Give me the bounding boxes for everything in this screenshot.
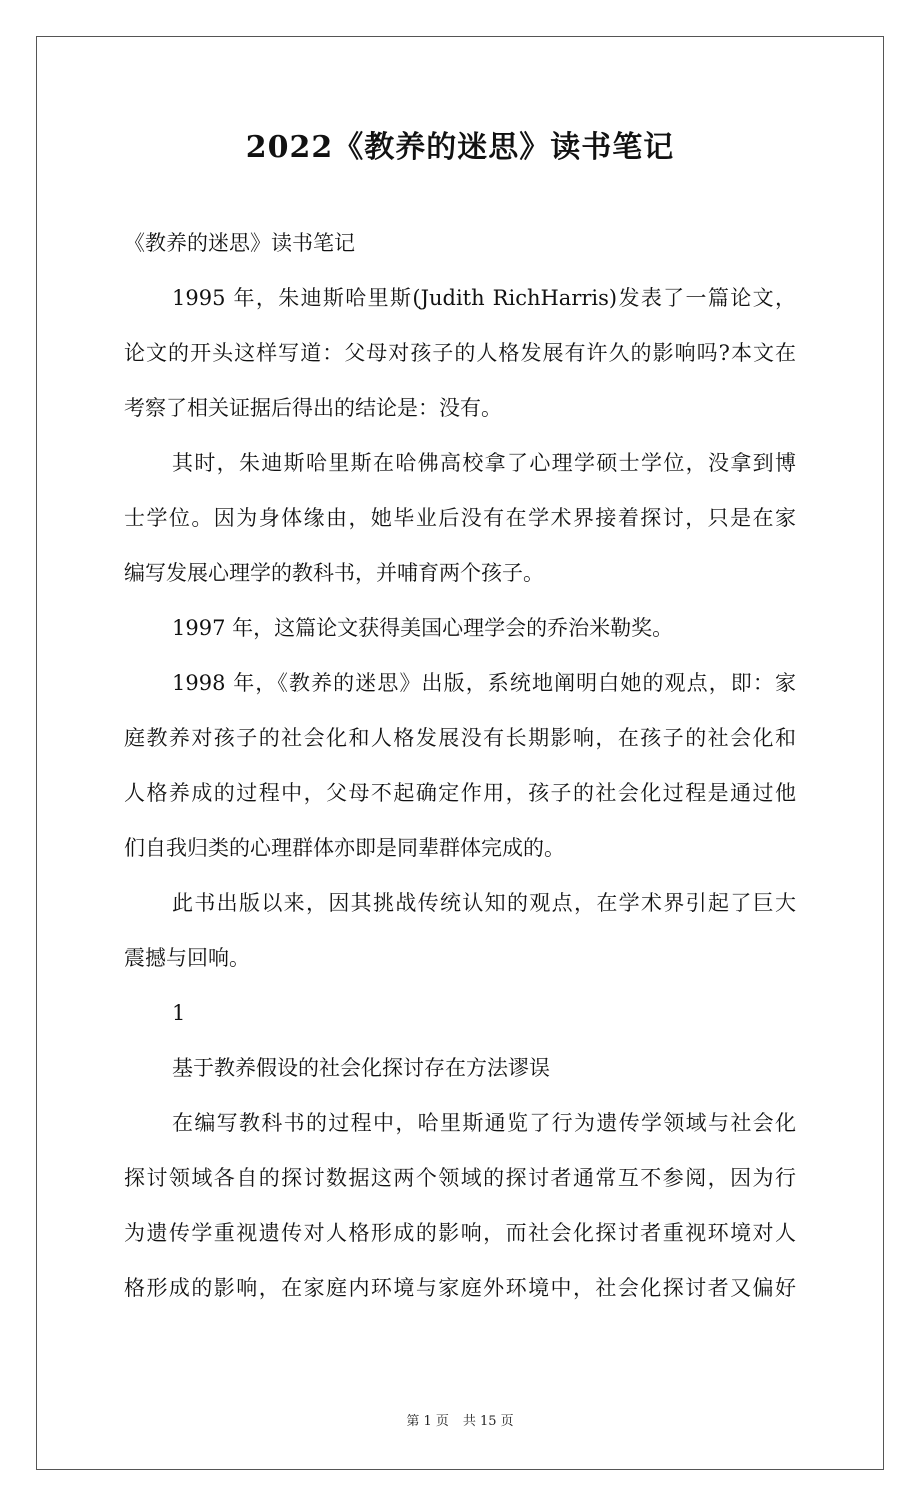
section-heading: 基于教养假设的社会化探讨存在方法谬误 [172,1056,550,1080]
body-line: 考察了相关证据后得出的结论是：没有。 [124,396,502,420]
body-line: 为遗传学重视遗传对人格形成的影响，而社会化探讨者重视环境对人 [124,1221,796,1245]
body-line: 在编写教科书的过程中，哈里斯通览了行为遗传学领域与社会化 [172,1111,796,1135]
body-line: 1998 年，《教养的迷思》出版，系统地阐明白她的观点，即：家 [172,671,796,695]
section-number: 1 [172,1001,186,1025]
document-body [124,216,796,1316]
body-line: 1995 年，朱迪斯哈里斯(Judith RichHarris)发表了一篇论文， [172,286,796,310]
body-line: 士学位。因为身体缘由，她毕业后没有在学术界接着探讨，只是在家 [124,506,796,530]
body-line: 人格养成的过程中，父母不起确定作用，孩子的社会化过程是通过他 [124,781,796,805]
body-line: 其时，朱迪斯哈里斯在哈佛高校拿了心理学硕士学位，没拿到博 [172,451,796,475]
body-line: 编写发展心理学的教科书，并哺育两个孩子。 [124,561,544,585]
page-footer [0,1412,920,1432]
body-line: 论文的开头这样写道：父母对孩子的人格发展有许久的影响吗?本文在 [124,341,796,365]
body-line: 格形成的影响，在家庭内环境与家庭外环境中，社会化探讨者又偏好 [124,1276,796,1300]
document-title: 2022《教养的迷思》读书笔记 [245,130,675,165]
body-line: 庭教养对孩子的社会化和人格发展没有长期影响，在孩子的社会化和 [124,726,796,750]
body-line: 1997 年，这篇论文获得美国心理学会的乔治米勒奖。 [172,616,674,640]
body-line: 探讨领域各自的探讨数据这两个领域的探讨者通常互不参阅，因为行 [124,1166,796,1190]
body-line: 《教养的迷思》读书笔记 [124,231,355,255]
body-line: 们自我归类的心理群体亦即是同辈群体完成的。 [124,836,565,860]
page-number: 第 1 页 [406,1414,449,1429]
page-total: 共 15 页 [462,1414,514,1429]
body-line: 震撼与回响。 [124,946,250,970]
body-line: 此书出版以来，因其挑战传统认知的观点，在学术界引起了巨大 [172,891,796,915]
